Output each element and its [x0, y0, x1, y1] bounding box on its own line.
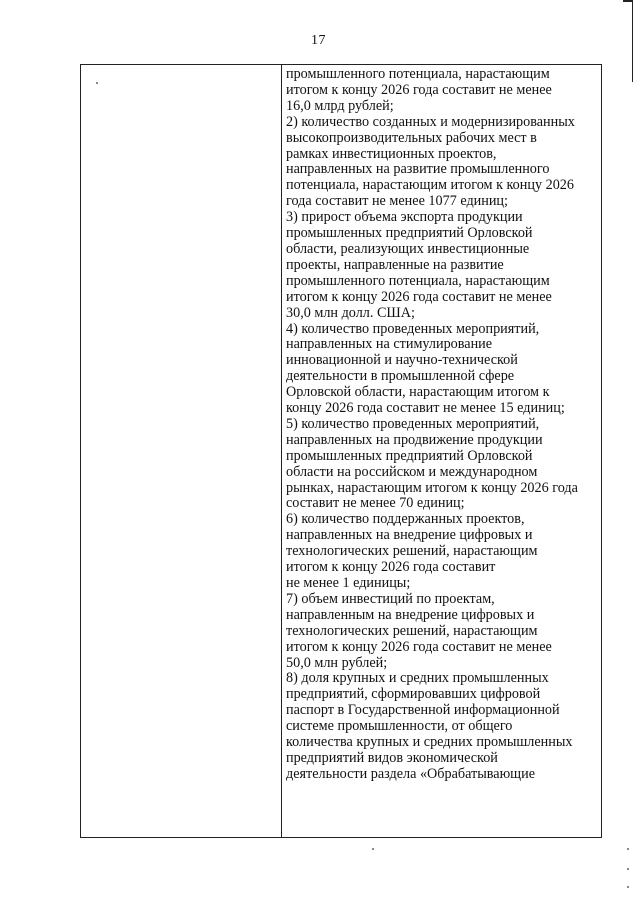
content-table — [80, 64, 602, 838]
text-line: технологических решений, нарастающим — [286, 543, 538, 560]
text-line: промышленного потенциала, нарастающим — [286, 272, 550, 289]
text-line: рынках, нарастающим итогом к концу 2026 года — [286, 479, 578, 496]
text-line: промышленных предприятий Орловской — [286, 225, 533, 242]
text-line: направленных на стимулирование — [286, 336, 493, 353]
text-line: технологических решений, нарастающим — [286, 622, 538, 639]
text-line: высокопроизводительных рабочих мест в — [286, 129, 537, 146]
text-line: системе промышленности, от общего — [286, 718, 513, 735]
text-line: направленным на внедрение цифровых и — [286, 606, 535, 623]
table-cell-right — [282, 65, 601, 837]
text-line: Орловской области, нарастающим итогом к — [286, 384, 550, 401]
text-line: не менее 1 единицы; — [286, 575, 411, 591]
text-line: проекты, направленные на развитие — [286, 256, 504, 273]
scan-speck — [627, 868, 629, 870]
scan-edge-line — [632, 0, 634, 82]
text-line: 8) доля крупных и средних промышленных — [286, 670, 549, 687]
text-line: количества крупных и средних промышленных — [286, 734, 573, 751]
text-line: потенциала, нарастающим итогом к концу 2026 — [286, 177, 574, 194]
scan-speck — [627, 886, 629, 888]
text-line: направленных на развитие промышленного — [286, 161, 550, 178]
page-number: 17 — [311, 33, 326, 48]
text-line: итогом к концу 2026 года составит — [286, 559, 496, 576]
text-line: области на российском и международном — [286, 463, 538, 480]
text-line: 3) прирост объема экспорта продукции — [286, 209, 523, 226]
scan-speck — [96, 82, 98, 84]
text-line: 6) количество поддержанных проектов, — [286, 511, 525, 528]
text-line: деятельности раздела «Обрабатывающие — [286, 765, 535, 782]
table-cell-left — [81, 65, 282, 837]
scan-speck — [372, 848, 374, 850]
text-line: 4) количество проведенных мероприятий, — [286, 320, 540, 337]
scan-edge-tick — [623, 0, 633, 2]
text-line: итогом к концу 2026 года составит не менее — [286, 81, 552, 98]
text-line: направленных на продвижение продукции — [286, 431, 543, 448]
text-line: области, реализующих инвестиционные — [286, 240, 530, 257]
text-line: паспорт в Государственной информационной — [286, 702, 560, 719]
text-line: года составит не менее 1077 единиц; — [286, 193, 508, 210]
text-line: деятельности в промышленной сфере — [286, 368, 515, 385]
text-line: промышленного потенциала, нарастающим — [286, 66, 550, 82]
text-line: рамках инвестиционных проектов, — [286, 145, 497, 162]
text-line: 5) количество проведенных мероприятий, — [286, 415, 540, 432]
text-line: 30,0 млн долл. США; — [286, 304, 415, 321]
text-line: итогом к концу 2026 года составит не менее — [286, 638, 552, 655]
scan-speck — [627, 848, 629, 850]
text-line: промышленных предприятий Орловской — [286, 447, 533, 464]
text-line: 16,0 млрд рублей; — [286, 97, 394, 114]
text-line: итогом к концу 2026 года составит не менее — [286, 288, 552, 305]
text-line: 7) объем инвестиций по проектам, — [286, 590, 495, 607]
text-line: 2) количество созданных и модернизированных — [286, 113, 575, 130]
text-line: предприятий, сформировавших цифровой — [286, 686, 541, 703]
text-line: инновационной и научно-технической — [286, 352, 518, 369]
text-line: 50,0 млн рублей; — [286, 654, 388, 671]
text-line: предприятий видов экономической — [286, 749, 498, 766]
text-line: концу 2026 года составит не менее 15 единиц; — [286, 400, 565, 417]
text-line: составит не менее 70 единиц; — [286, 495, 465, 512]
text-line: направленных на внедрение цифровых и — [286, 527, 533, 544]
